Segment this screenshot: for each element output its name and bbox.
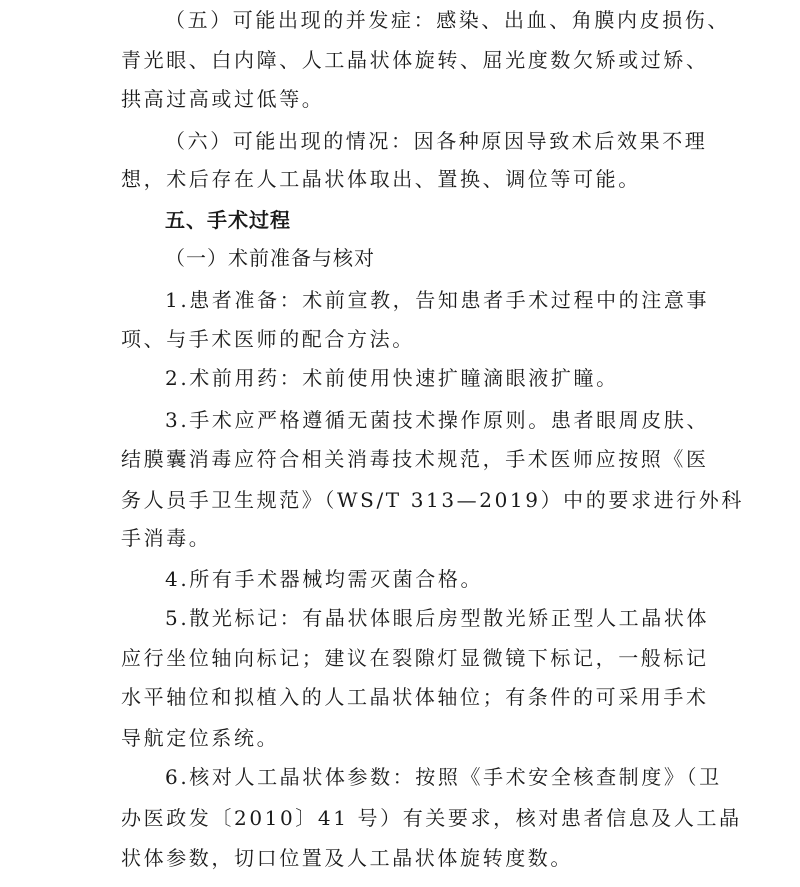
item-1-line-2: 项、与手术医师的配合方法。 xyxy=(121,327,415,351)
complications-paragraph-line-1: （五）可能出现的并发症：感染、出血、角膜内皮损伤、 xyxy=(165,8,730,32)
item-6-line-2: 办医政发〔2010〕41 号）有关要求，核对患者信息及人工晶 xyxy=(121,806,742,830)
situations-paragraph-line-1: （六）可能出现的情况：因各种原因导致术后效果不理 xyxy=(165,129,708,153)
complications-paragraph-line-3: 拱高过高或过低等。 xyxy=(121,87,325,111)
item-2-line-1: 2.术前用药：术前使用快速扩瞳滴眼液扩瞳。 xyxy=(165,366,619,390)
item-4-line-1: 4.所有手术器械均需灭菌合格。 xyxy=(165,567,484,591)
item-5-line-1: 5.散光标记：有晶状体眼后房型散光矫正型人工晶状体 xyxy=(165,606,710,630)
item-3-line-3: 务人员手卫生规范》（WS/T 313—2019）中的要求进行外科 xyxy=(121,488,744,512)
item-6-line-3: 状体参数，切口位置及人工晶状体旋转度数。 xyxy=(121,846,573,870)
item-5-line-2: 应行坐位轴向标记；建议在裂隙灯显微镜下标记，一般标记 xyxy=(121,646,709,670)
situations-paragraph-line-2: 想，术后存在人工晶状体取出、置换、调位等可能。 xyxy=(121,167,641,191)
item-6-line-1: 6.核对人工晶状体参数：按照《手术安全核查制度》（卫 xyxy=(165,765,722,789)
item-5-line-3: 水平轴位和拟植入的人工晶状体轴位；有条件的可采用手术 xyxy=(121,685,709,709)
item-3-line-2: 结膜囊消毒应符合相关消毒技术规范，手术医师应按照《医 xyxy=(121,447,709,471)
item-3-line-4: 手消毒。 xyxy=(121,526,212,550)
complications-paragraph-line-2: 青光眼、白内障、人工晶状体旋转、屈光度数欠矫或过矫、 xyxy=(121,48,709,72)
item-5-line-4: 导航定位系统。 xyxy=(121,726,280,750)
subsection-heading: （一）术前准备与核对 xyxy=(165,246,375,270)
section-heading: 五、手术过程 xyxy=(165,208,291,232)
item-3-line-1: 3.手术应严格遵循无菌技术操作原则。患者眼周皮肤、 xyxy=(165,408,710,432)
item-1-line-1: 1.患者准备：术前宣教，告知患者手术过程中的注意事 xyxy=(165,288,710,312)
